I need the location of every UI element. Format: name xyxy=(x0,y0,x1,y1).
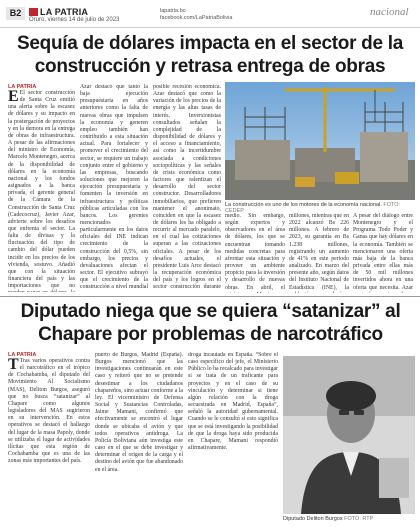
deputy-photo-image xyxy=(283,356,415,514)
dateline: Oruro, viernes 14 de julio de 2023 xyxy=(29,17,120,23)
story-divider xyxy=(0,296,420,297)
deputy-photo-caption xyxy=(283,516,415,522)
story1-dropcap: E xyxy=(8,88,19,105)
construction-photo-image xyxy=(225,82,415,200)
story2-dropcap: T xyxy=(8,356,19,373)
newspaper-logo xyxy=(29,7,88,17)
story1-column-6: A pesar del diálogo entre Montenegro y el Programa Todo Poder y Ganas que hay dólares en la economía. También se mencionaron una oferta más baja de la banca privada entre ellas más de 50 mil millones invertidos ahora en una oferta que necesita. Azar xyxy=(353,213,413,291)
story1-col1-text: El sector construcción de Santa Cruz emitió una alerta sobre la escasez de dólares y su impacto en la postergación de proyectos y en la demora en la entrega de obras de infraestructura. A pesar de las afirmaciones del ministro de Economía, Marcelo Montenegro, acerca de la disponibilidad de dólares en la economía nacional y los fondos asignados a la banca privada, el gerente general de la Cámara de la Construcción de Santa Cruz (Cadecocruz), Javier Azar, advierte sobre los desafíos que enfrenta el sector. La falta de divisas y la fluctuación del tipo de cambio del dólar pueden incidir en los precios de los vivienda, sostuvo. Añadió que con la situación financiera del país y las importaciones que no xyxy=(8,90,75,290)
story1-column-1 xyxy=(8,84,75,292)
story2-column-1 xyxy=(8,352,90,522)
facebook-link[interactable]: facebook.com/LaPatriaBolivia xyxy=(160,15,233,21)
construction-photo xyxy=(225,82,415,200)
story2-column-3: droga incautada en España. “Sobre el caso específico del jefe, el Ministerio Público lo ha recalcado para investigar si se trata de un traficante para proyectos y en el caso de su vinculación y determinar si tiene algún relación con la droga secuestrada en Madrid, España”, señaló la autoridad gubernamental. Cuando se le consultó si esto significa que se está investigando la posibilidad de que la droga haya sido producida en Chapare, Mamani respondió afirmativamente. xyxy=(188,352,278,452)
page-header xyxy=(0,0,420,26)
page-number: B2 xyxy=(6,7,25,20)
deputy-photo xyxy=(283,356,415,514)
section-label: nacional xyxy=(370,6,409,18)
story2-byline: LA PATRIA xyxy=(8,352,37,358)
photo1-caption-text: La construcción es uno de los motores de la economía nacional. xyxy=(225,202,382,208)
story2-headline: Diputado niega que se quiera “satanizar” al Chapare por problemas de narcotráfico xyxy=(20,301,401,345)
story1-column-3: posible recesión económica. Azar destacó que como la variación de los precios de la energía y las altas tasas de interés. Inversionistas consultados señalan la complejidad de la disponibilidad de dólares y el acceso a financiamiento, así como la incertidumbre asociada a condiciones sociopolíticas y las señales de crisis económica como factores que ralentizan el desarrollo del sector constructor. Desarrolladores inmobiliarios, que prefieren mantener el anonimato, coinciden en que la escasez de dólares les ha obligado a recurrir al mercado paralelo, en el cual las cotizaciones superan a las cotizaciones oficiales. A pesar de los desafíos actuales, el presidente Luis Arce destacó la recuperación económica del país y los logros en el sector construcción durante xyxy=(153,84,221,291)
social-links xyxy=(160,8,232,22)
story1-byline: LA PATRIA xyxy=(8,84,37,90)
story2-column-2: puerto de Burgos, Madrid (España). Burgos mencionó que las investigaciones continuarán en este caso y reiteró que no se pretende desestimar a los ciudadanos chapareños, sino actuar conforme a la ley. El vicerministro de Defensa Social y Sustancias Controladas, Jaime Mamani, confirmó que efectivamente se encontró el lugar donde se ubicaba el avión y que todos operativos antidroga. La Policía Boliviana aún investiga este caso en el que se debe investigar y determinar el origen de la carga y el destino del avión que fue abandonado en el área. xyxy=(95,352,183,473)
photo2-caption-text: Diputado Deliton Burgos xyxy=(283,516,343,522)
story2-col1-text: Tras varios operativos contra el narcotráfico en el trópico de Cochabamba, el diputado del Movimiento Al Socialismo (MAS), Deliton Burgos, aseguró que no busca “satanizar” al Chapare como algunos legisladores del MAS sugirieron en su intervención. En estos operativos se destacó el hallazgo del lugar de la masa Papoly, donde se utilizaba el lugar de actividades ilícitas que esta región de Cochabamba que es una de las zonas más importantes del país. xyxy=(8,358,90,465)
website-link[interactable]: lapatria.bo xyxy=(160,8,186,14)
story1-column-5: millones, mientras que en 2022 alcanzó Bs 226 millones. A febrero de 2023, su garantía en Bs 1.238 millones, registrando un aumento de 41% en este periodo analizado. En marzo del presente año, según datos del Instituto Nacional de Estadística (INE), la xyxy=(289,213,349,291)
photo1-credit: FOTO: CEDEP xyxy=(225,202,401,214)
story1-headline: Sequía de dólares impacta en el sector de la construcción y retrasa entrega de obras xyxy=(17,33,403,77)
brand-name: LA PATRIA xyxy=(40,7,89,17)
header-divider xyxy=(0,27,420,28)
story1-column-4: medio. Sin embargo, según expertos y observadores en el área de dólares, los que se encuentran tomando medidas concretas para afrontar esta situación y proveer un ambiente propicio para la inversión y desarrollo de nuevas obras. En abril, el xyxy=(225,213,285,291)
logo-mark-icon xyxy=(29,8,38,16)
story1-column-2: Azar destacó que tanto la baja ejecución presupuestaria en años anteriores como la falta de nuevas obras que impulsen la economía y generen empleo también han contribuido a esta situación actual. Para fortalecer y promover el crecimiento del sector, se requiere un trabajo conjunto entre el gobierno y las empresas, buscando soluciones que mejoren la ejecución presupuestaria y fomenten la inversión en infraestructura y políticas públicas articuladas con los bancos. Los gerentes mencionados particularmente en los datos oficiales del INE indican crecimiento de la construcción del 0,5%, sin embargo, los precios y devaluaciones afectan el sector. El ejecutivo subrayó que el crecimiento de la construcción a nivel mundial xyxy=(80,84,148,291)
photo2-credit: FOTO: RTP xyxy=(344,516,374,522)
